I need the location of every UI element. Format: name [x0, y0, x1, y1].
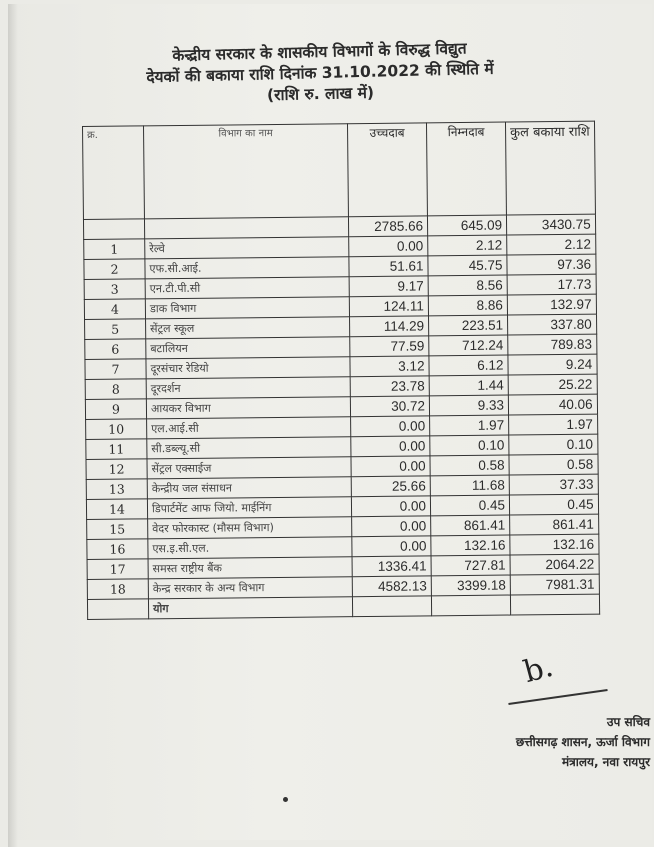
row-sr: 18 — [87, 579, 148, 600]
row-high-tension: 23.78 — [350, 376, 429, 397]
row-sr: 6 — [85, 339, 146, 360]
row-low-tension: 8.86 — [428, 295, 507, 316]
row-low-tension: 712.24 — [429, 335, 508, 356]
page-edge-shadow — [8, 4, 18, 847]
row-total: 337.80 — [508, 314, 597, 335]
row-high-tension: 1336.41 — [352, 556, 431, 577]
row-dept-name: सी.डब्ल्यू.सी — [147, 437, 351, 459]
designation-line-2: छत्तीसगढ़ शासन, ऊर्जा विभाग — [515, 735, 650, 749]
row-high-tension: 0.00 — [351, 496, 430, 517]
row-total: 1.97 — [509, 414, 598, 435]
row-low-tension: 8.56 — [428, 275, 507, 296]
row-total: 37.33 — [509, 474, 598, 495]
row-high-tension: 25.66 — [351, 476, 430, 497]
row-low-tension: 6.12 — [429, 355, 508, 376]
row-dept-name: केन्द्र सरकार के अन्य विभाग — [148, 577, 352, 599]
header-sr: क्र. — [83, 126, 145, 220]
row-low-tension: 0.10 — [430, 435, 509, 456]
row-dept-name: बटालियन — [146, 337, 350, 359]
row-dept-name: आयकर विभाग — [146, 397, 350, 419]
row-low-tension: 223.51 — [429, 315, 508, 336]
row-low-tension: 132.16 — [431, 535, 510, 556]
grand-total-total — [510, 594, 599, 615]
grand-total-sr — [87, 599, 148, 620]
document-title — [69, 36, 570, 111]
subtotal-high: 2785.66 — [348, 216, 427, 237]
subtotal-name — [144, 217, 348, 239]
subtotal-sr — [83, 219, 144, 240]
row-total: 40.06 — [508, 394, 597, 415]
row-sr: 15 — [87, 519, 148, 540]
row-high-tension: 9.17 — [349, 276, 428, 297]
row-total: 2.12 — [507, 234, 596, 255]
row-high-tension: 0.00 — [351, 416, 430, 437]
row-sr: 3 — [84, 279, 145, 300]
row-low-tension: 3399.18 — [431, 575, 510, 596]
row-high-tension: 114.29 — [350, 316, 429, 337]
row-sr: 9 — [85, 399, 146, 420]
header-high-tension: उच्चदाब — [347, 123, 427, 217]
row-low-tension: 0.45 — [430, 495, 509, 516]
row-high-tension: 0.00 — [351, 436, 430, 457]
row-low-tension: 2.12 — [428, 235, 507, 256]
row-low-tension: 1.44 — [429, 375, 508, 396]
row-total: 0.10 — [509, 434, 598, 455]
row-high-tension: 77.59 — [350, 336, 429, 357]
grand-total-low — [431, 595, 510, 616]
grand-total-high — [352, 596, 431, 617]
row-sr: 17 — [87, 559, 148, 580]
row-low-tension: 1.97 — [430, 415, 509, 436]
row-sr: 11 — [86, 439, 147, 460]
row-dept-name: केन्द्रीय जल संसाधन — [147, 477, 351, 499]
row-total: 2064.22 — [510, 554, 599, 575]
row-high-tension: 0.00 — [349, 236, 428, 257]
grand-total-label: योग — [148, 597, 352, 619]
row-sr: 1 — [84, 239, 145, 260]
header-total-dues: कुल बकाया राशि — [505, 121, 595, 215]
row-sr: 5 — [85, 319, 146, 340]
row-sr: 14 — [86, 499, 147, 520]
row-low-tension: 727.81 — [431, 555, 510, 576]
title-line-2: देयकों की बकाया राशि दिनांक 31.10.2022 की स्थिति में — [146, 59, 494, 87]
row-dept-name: सेंट्रल स्कूल — [146, 317, 350, 339]
row-dept-name: एल.आई.सी — [147, 417, 351, 439]
ink-dot — [283, 797, 288, 802]
row-total: 132.16 — [510, 534, 599, 555]
row-sr: 13 — [86, 479, 147, 500]
title-line-1: केन्द्रीय सरकार के शासकीय विभागों के विरुद्ध विद्युत — [172, 39, 467, 65]
header-low-tension: निम्नदाब — [426, 122, 506, 216]
row-dept-name: एफ.सी.आई. — [145, 257, 349, 279]
row-total: 132.97 — [507, 294, 596, 315]
row-sr: 7 — [85, 359, 146, 380]
row-total: 789.83 — [508, 334, 597, 355]
header-dept: विभाग का नाम — [144, 124, 349, 219]
subtotal-low: 645.09 — [427, 215, 506, 236]
row-total: 25.22 — [508, 374, 597, 395]
row-low-tension: 11.68 — [430, 475, 509, 496]
row-high-tension: 4582.13 — [352, 576, 431, 597]
row-high-tension: 0.00 — [352, 536, 431, 557]
row-high-tension: 0.00 — [352, 516, 431, 537]
designation-line-1: उप सचिव — [606, 715, 650, 729]
row-total: 861.41 — [510, 514, 599, 535]
row-sr: 12 — [86, 459, 147, 480]
signature-mark: b. — [519, 648, 557, 691]
row-dept-name: वेदर फोरकास्ट (मौसम विभाग) — [148, 517, 352, 539]
row-sr: 16 — [87, 539, 148, 560]
row-dept-name: डाक विभाग — [145, 297, 349, 319]
table-header-row — [83, 121, 596, 219]
row-dept-name: एस.इ.सी.एल. — [148, 537, 352, 559]
row-total: 0.45 — [509, 494, 598, 515]
signatory-designation — [462, 712, 650, 772]
row-low-tension: 861.41 — [431, 515, 510, 536]
row-sr: 4 — [84, 299, 145, 320]
row-sr: 2 — [84, 259, 145, 280]
title-line-3: (राशि रु. लाख में) — [266, 83, 375, 105]
row-dept-name: एन.टी.पी.सी — [145, 277, 349, 299]
row-total: 0.58 — [509, 454, 598, 475]
row-dept-name: दूरदर्शन — [146, 377, 350, 399]
row-high-tension: 0.00 — [351, 456, 430, 477]
row-dept-name: सेंट्रल एक्साईज — [147, 457, 351, 479]
dues-table — [82, 121, 600, 620]
row-total: 7981.31 — [510, 574, 599, 595]
row-dept-name: डिपार्टमेंट आफ जियो. माईनिंग — [147, 497, 351, 519]
row-sr: 10 — [86, 419, 147, 440]
row-high-tension: 124.11 — [349, 296, 428, 317]
row-high-tension: 3.12 — [350, 356, 429, 377]
row-high-tension: 51.61 — [349, 256, 428, 277]
row-dept-name: रेल्वे — [145, 237, 349, 259]
row-high-tension: 30.72 — [350, 396, 429, 417]
row-dept-name: समस्त राष्ट्रीय बैंक — [148, 557, 352, 579]
designation-line-3: मंत्रालय, नवा रायपुर — [561, 755, 650, 769]
row-sr: 8 — [85, 379, 146, 400]
row-low-tension: 0.58 — [430, 455, 509, 476]
row-total: 97.36 — [507, 254, 596, 275]
row-dept-name: दूरसंचार रेडियो — [146, 357, 350, 379]
row-low-tension: 9.33 — [429, 395, 508, 416]
row-total: 9.24 — [508, 354, 597, 375]
subtotal-total: 3430.75 — [506, 214, 595, 235]
row-total: 17.73 — [507, 274, 596, 295]
row-low-tension: 45.75 — [428, 255, 507, 276]
